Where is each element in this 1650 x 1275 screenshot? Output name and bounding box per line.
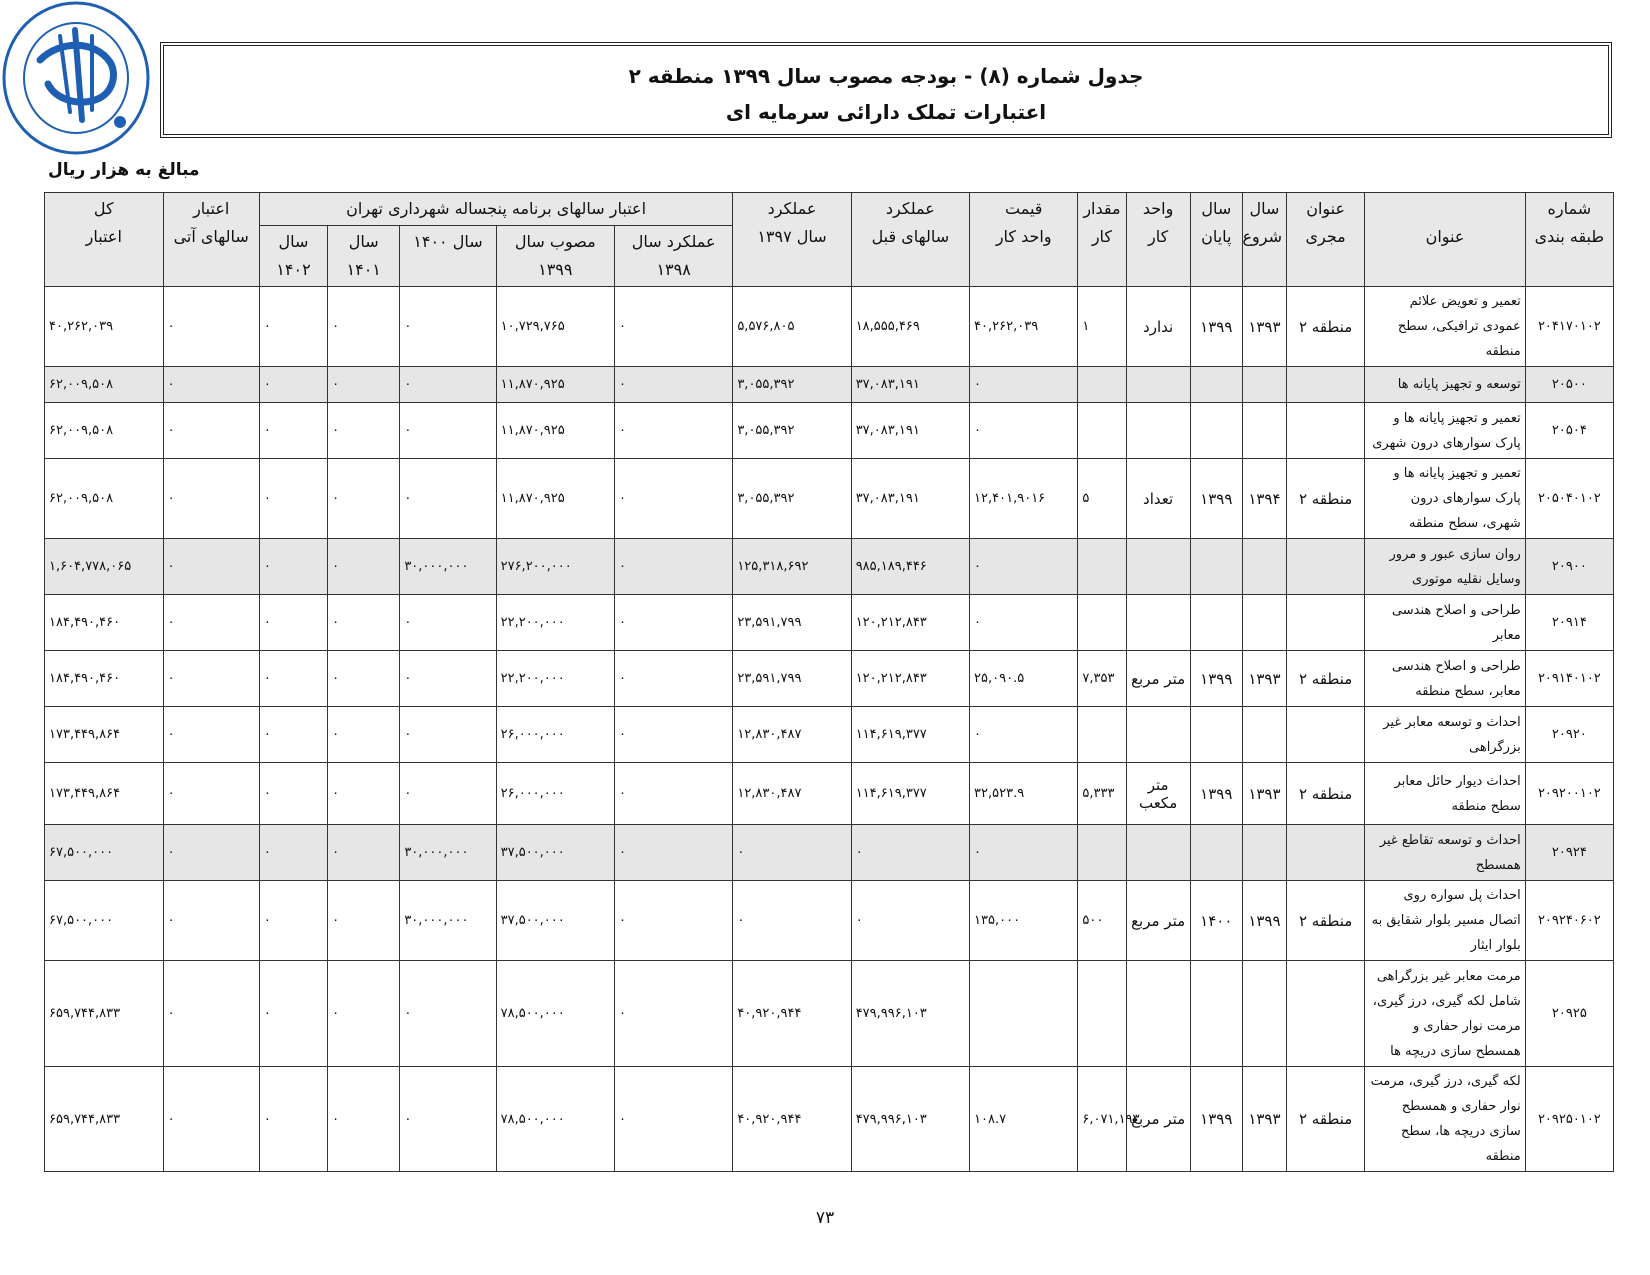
cell-approved-1399: ۷۸,۵۰۰,۰۰۰ [496, 1067, 614, 1172]
col-end-year: سال پایان [1190, 193, 1242, 287]
cell-quantity: ۷,۳۵۳ [1078, 651, 1126, 707]
cell-code: ۲۰۹۲۴ [1525, 825, 1613, 881]
cell-performance-1397: ۳,۰۵۵,۳۹۲ [733, 459, 851, 539]
cell-total: ۱۸۴,۴۹۰,۴۶۰ [45, 595, 164, 651]
cell-unit-price: ۰ [970, 707, 1078, 763]
cell-year-1400: ۰ [400, 651, 496, 707]
cell-quantity: ۵ [1078, 459, 1126, 539]
cell-quantity [1078, 707, 1126, 763]
cell-total: ۶۵۹,۷۴۴,۸۳۳ [45, 1067, 164, 1172]
cell-future: ۰ [163, 595, 259, 651]
cell-performance-1397: ۰ [733, 881, 851, 961]
cell-title: تعمیر و تعویض علائم عمودی ترافیکی، سطح منطقه [1365, 287, 1526, 367]
cell-quantity: ۵۰۰ [1078, 881, 1126, 961]
cell-title: تعمیر و تجهیز پایانه ها و پارک سوارهای درون شهری [1365, 403, 1526, 459]
cell-total: ۴۰,۲۶۲,۰۳۹ [45, 287, 164, 367]
cell-prev-performance: ۱۸,۵۵۵,۴۶۹ [851, 287, 969, 367]
cell-future: ۰ [163, 763, 259, 825]
cell-code: ۲۰۹۲۰ [1525, 707, 1613, 763]
cell-approved-1399: ۱۱,۸۷۰,۹۲۵ [496, 403, 614, 459]
cell-end-year: ۱۳۹۹ [1190, 1067, 1242, 1172]
cell-code: ۲۰۹۱۴ [1525, 595, 1613, 651]
page-subtitle: اعتبارات تملک دارائی سرمایه ای [725, 100, 1047, 124]
cell-year-1400: ۳۰,۰۰۰,۰۰۰ [400, 825, 496, 881]
cell-prev-performance: ۳۷,۰۸۳,۱۹۱ [851, 403, 969, 459]
cell-performance-1397: ۱۲۵,۳۱۸,۶۹۲ [733, 539, 851, 595]
cell-end-year [1190, 961, 1242, 1067]
cell-prev-performance: ۱۲۰,۲۱۲,۸۴۳ [851, 651, 969, 707]
cell-total: ۱,۶۰۴,۷۷۸,۰۶۵ [45, 539, 164, 595]
cell-end-year [1190, 367, 1242, 403]
cell-agency: منطقه ۲ [1287, 651, 1365, 707]
cell-approved-1399: ۱۰,۷۲۹,۷۶۵ [496, 287, 614, 367]
table-row [45, 287, 1614, 367]
cell-quantity [1078, 595, 1126, 651]
cell-year-1402: ۰ [259, 539, 327, 595]
cell-year-1400: ۳۰,۰۰۰,۰۰۰ [400, 539, 496, 595]
col-start-year: سال شروع [1242, 193, 1286, 287]
cell-year-1400: ۰ [400, 763, 496, 825]
cell-approved-1399: ۲۷۶,۲۰۰,۰۰۰ [496, 539, 614, 595]
cell-agency: منطقه ۲ [1287, 881, 1365, 961]
cell-title: توسعه و تجهیز پایانه ها [1365, 367, 1526, 403]
cell-unit [1126, 707, 1190, 763]
cell-start-year [1242, 403, 1286, 459]
cell-year-1400: ۳۰,۰۰۰,۰۰۰ [400, 881, 496, 961]
col-approved-1399: مصوب سال ۱۳۹۹ [496, 226, 614, 287]
cell-future: ۰ [163, 367, 259, 403]
cell-unit-price: ۰ [970, 539, 1078, 595]
cell-agency [1287, 403, 1365, 459]
cell-approved-1399: ۱۱,۸۷۰,۹۲۵ [496, 459, 614, 539]
cell-future: ۰ [163, 961, 259, 1067]
cell-quantity: ۵,۳۳۳ [1078, 763, 1126, 825]
cell-title: لکه گیری، درز گیری، مرمت نوار حفاری و همسطح سازی دریچه ها، سطح منطقه [1365, 1067, 1526, 1172]
cell-approved-1399: ۲۶,۰۰۰,۰۰۰ [496, 707, 614, 763]
cell-year-1401: ۰ [328, 1067, 400, 1172]
cell-performance-1398: ۰ [614, 825, 732, 881]
cell-year-1402: ۰ [259, 287, 327, 367]
cell-agency: منطقه ۲ [1287, 287, 1365, 367]
table-row [45, 825, 1614, 881]
cell-title: طراحی و اصلاح هندسی معابر، سطح منطقه [1365, 651, 1526, 707]
cell-total: ۶۲,۰۰۹,۵۰۸ [45, 459, 164, 539]
cell-year-1400: ۰ [400, 595, 496, 651]
cell-start-year: ۱۳۹۹ [1242, 881, 1286, 961]
cell-prev-performance: ۱۱۴,۶۱۹,۳۷۷ [851, 707, 969, 763]
cell-approved-1399: ۲۲,۲۰۰,۰۰۰ [496, 595, 614, 651]
cell-year-1401: ۰ [328, 881, 400, 961]
cell-year-1401: ۰ [328, 367, 400, 403]
cell-unit-price: ۰ [970, 825, 1078, 881]
cell-start-year: ۱۳۹۴ [1242, 459, 1286, 539]
cell-agency [1287, 707, 1365, 763]
cell-prev-performance: ۳۷,۰۸۳,۱۹۱ [851, 459, 969, 539]
cell-unit: متر مکعب [1126, 763, 1190, 825]
cell-prev-performance: ۹۸۵,۱۸۹,۴۴۶ [851, 539, 969, 595]
cell-end-year [1190, 825, 1242, 881]
cell-performance-1398: ۰ [614, 651, 732, 707]
cell-year-1402: ۰ [259, 595, 327, 651]
cell-unit: تعداد [1126, 459, 1190, 539]
header-frame [160, 42, 1612, 138]
cell-quantity [1078, 367, 1126, 403]
cell-performance-1398: ۰ [614, 961, 732, 1067]
cell-performance-1398: ۰ [614, 595, 732, 651]
cell-unit [1126, 403, 1190, 459]
page-number: ۷۳ [815, 1208, 835, 1228]
cell-year-1401: ۰ [328, 459, 400, 539]
cell-performance-1398: ۰ [614, 367, 732, 403]
cell-total: ۶۷,۵۰۰,۰۰۰ [45, 881, 164, 961]
cell-quantity [1078, 825, 1126, 881]
cell-total: ۱۸۴,۴۹۰,۴۶۰ [45, 651, 164, 707]
cell-end-year [1190, 707, 1242, 763]
table-row [45, 961, 1614, 1067]
cell-prev-performance: ۴۷۹,۹۹۶,۱۰۳ [851, 1067, 969, 1172]
cell-agency [1287, 539, 1365, 595]
cell-future: ۰ [163, 825, 259, 881]
cell-total: ۱۷۳,۴۴۹,۸۶۴ [45, 707, 164, 763]
cell-start-year: ۱۳۹۳ [1242, 287, 1286, 367]
cell-total: ۶۲,۰۰۹,۵۰۸ [45, 367, 164, 403]
cell-unit: متر مربع [1126, 1067, 1190, 1172]
cell-start-year: ۱۳۹۳ [1242, 1067, 1286, 1172]
col-code: شماره طبقه بندی [1525, 193, 1613, 287]
header-row [45, 193, 1614, 226]
cell-approved-1399: ۷۸,۵۰۰,۰۰۰ [496, 961, 614, 1067]
cell-unit [1126, 595, 1190, 651]
cell-end-year [1190, 539, 1242, 595]
cell-unit-price [970, 961, 1078, 1067]
cell-agency: منطقه ۲ [1287, 459, 1365, 539]
cell-year-1400: ۰ [400, 1067, 496, 1172]
cell-approved-1399: ۳۷,۵۰۰,۰۰۰ [496, 881, 614, 961]
cell-title: مرمت معابر غیر بزرگراهی شامل لکه گیری، درز گیری، مرمت نوار حفاری و همسطح سازی دریچه ها [1365, 961, 1526, 1067]
cell-performance-1398: ۰ [614, 459, 732, 539]
table-row [45, 539, 1614, 595]
cell-unit-price: ۲۵,۰۹۰.۵ [970, 651, 1078, 707]
cell-year-1401: ۰ [328, 287, 400, 367]
cell-title: روان سازی عبور و مرور وسایل نقلیه موتوری [1365, 539, 1526, 595]
cell-performance-1397: ۱۲,۸۳۰,۴۸۷ [733, 707, 851, 763]
col-year-1402: سال ۱۴۰۲ [259, 226, 327, 287]
cell-year-1401: ۰ [328, 403, 400, 459]
cell-performance-1397: ۵,۵۷۶,۸۰۵ [733, 287, 851, 367]
cell-agency: منطقه ۲ [1287, 1067, 1365, 1172]
table-row [45, 763, 1614, 825]
cell-unit [1126, 825, 1190, 881]
cell-quantity: ۱ [1078, 287, 1126, 367]
cell-unit-price: ۱۰۸.۷ [970, 1067, 1078, 1172]
table-row [45, 707, 1614, 763]
cell-total: ۱۷۳,۴۴۹,۸۶۴ [45, 763, 164, 825]
cell-performance-1398: ۰ [614, 1067, 732, 1172]
cell-future: ۰ [163, 539, 259, 595]
cell-year-1402: ۰ [259, 459, 327, 539]
cell-total: ۶۵۹,۷۴۴,۸۳۳ [45, 961, 164, 1067]
cell-title: احداث و توسعه تقاطع غیر همسطح [1365, 825, 1526, 881]
cell-year-1400: ۰ [400, 367, 496, 403]
table-row [45, 367, 1614, 403]
cell-start-year [1242, 707, 1286, 763]
cell-year-1402: ۰ [259, 707, 327, 763]
cell-code: ۲۰۹۱۴۰۱۰۲ [1525, 651, 1613, 707]
cell-end-year: ۱۳۹۹ [1190, 459, 1242, 539]
cell-performance-1398: ۰ [614, 287, 732, 367]
cell-code: ۲۰۵۰۰ [1525, 367, 1613, 403]
col-five-year-group: اعتبار سالهای برنامه پنجساله شهرداری تهران [259, 193, 732, 226]
cell-agency [1287, 825, 1365, 881]
cell-year-1400: ۰ [400, 707, 496, 763]
cell-performance-1397: ۲۳,۵۹۱,۷۹۹ [733, 595, 851, 651]
table-row [45, 595, 1614, 651]
cell-end-year [1190, 595, 1242, 651]
cell-prev-performance: ۰ [851, 881, 969, 961]
cell-agency [1287, 595, 1365, 651]
cell-future: ۰ [163, 459, 259, 539]
cell-performance-1398: ۰ [614, 881, 732, 961]
col-title: عنوان [1365, 193, 1526, 287]
cell-year-1402: ۰ [259, 651, 327, 707]
cell-code: ۲۰۹۲۰۰۱۰۲ [1525, 763, 1613, 825]
cell-unit-price: ۰ [970, 403, 1078, 459]
table-row [45, 651, 1614, 707]
cell-year-1402: ۰ [259, 881, 327, 961]
cell-year-1400: ۰ [400, 459, 496, 539]
cell-year-1401: ۰ [328, 595, 400, 651]
col-quantity: مقدار کار [1078, 193, 1126, 287]
cell-end-year: ۱۳۹۹ [1190, 763, 1242, 825]
cell-approved-1399: ۲۲,۲۰۰,۰۰۰ [496, 651, 614, 707]
cell-start-year [1242, 825, 1286, 881]
cell-approved-1399: ۲۶,۰۰۰,۰۰۰ [496, 763, 614, 825]
cell-performance-1397: ۲۳,۵۹۱,۷۹۹ [733, 651, 851, 707]
cell-year-1401: ۰ [328, 825, 400, 881]
cell-unit: متر مربع [1126, 881, 1190, 961]
cell-prev-performance: ۳۷,۰۸۳,۱۹۱ [851, 367, 969, 403]
cell-unit-price: ۴۰,۲۶۲,۰۳۹ [970, 287, 1078, 367]
cell-year-1401: ۰ [328, 763, 400, 825]
col-unit-price: قیمت واحد کار [970, 193, 1078, 287]
cell-year-1402: ۰ [259, 367, 327, 403]
cell-year-1402: ۰ [259, 1067, 327, 1172]
cell-unit [1126, 961, 1190, 1067]
cell-code: ۲۰۹۲۵ [1525, 961, 1613, 1067]
cell-performance-1398: ۰ [614, 403, 732, 459]
cell-start-year [1242, 595, 1286, 651]
table-row [45, 1067, 1614, 1172]
cell-approved-1399: ۳۷,۵۰۰,۰۰۰ [496, 825, 614, 881]
table-row [45, 403, 1614, 459]
cell-performance-1397: ۳,۰۵۵,۳۹۲ [733, 367, 851, 403]
cell-quantity: ۶,۰۷۱,۱۹۳ [1078, 1067, 1126, 1172]
cell-future: ۰ [163, 881, 259, 961]
cell-year-1401: ۰ [328, 961, 400, 1067]
budget-table [44, 192, 1614, 1172]
cell-code: ۲۰۵۰۴۰۱۰۲ [1525, 459, 1613, 539]
cell-agency [1287, 367, 1365, 403]
cell-performance-1397: ۴۰,۹۲۰,۹۴۴ [733, 961, 851, 1067]
cell-start-year: ۱۳۹۳ [1242, 763, 1286, 825]
cell-start-year: ۱۳۹۳ [1242, 651, 1286, 707]
col-unit: واحد کار [1126, 193, 1190, 287]
cell-unit-price: ۰ [970, 367, 1078, 403]
cell-future: ۰ [163, 403, 259, 459]
cell-code: ۲۰۹۲۴۰۶۰۲ [1525, 881, 1613, 961]
cell-year-1402: ۰ [259, 961, 327, 1067]
cell-unit: ندارد [1126, 287, 1190, 367]
cell-year-1400: ۰ [400, 961, 496, 1067]
cell-year-1402: ۰ [259, 403, 327, 459]
col-performance-1398: عملکرد سال ۱۳۹۸ [614, 226, 732, 287]
cell-year-1400: ۰ [400, 403, 496, 459]
cell-agency: منطقه ۲ [1287, 763, 1365, 825]
cell-code: ۲۰۹۲۵۰۱۰۲ [1525, 1067, 1613, 1172]
cell-performance-1397: ۴۰,۹۲۰,۹۴۴ [733, 1067, 851, 1172]
cell-title: احداث پل سواره روی اتصال مسیر بلوار شقایق به بلوار ایثار [1365, 881, 1526, 961]
page-title: جدول شماره (۸) - بودجه مصوب سال ۱۳۹۹ منطقه ۲ [628, 64, 1144, 88]
cell-prev-performance: ۴۷۹,۹۹۶,۱۰۳ [851, 961, 969, 1067]
cell-title: احداث و توسعه معابر غیر بزرگراهی [1365, 707, 1526, 763]
cell-unit [1126, 367, 1190, 403]
cell-unit [1126, 539, 1190, 595]
cell-end-year: ۱۴۰۰ [1190, 881, 1242, 961]
cell-total: ۶۷,۵۰۰,۰۰۰ [45, 825, 164, 881]
cell-performance-1397: ۱۲,۸۳۰,۴۸۷ [733, 763, 851, 825]
cell-prev-performance: ۱۱۴,۶۱۹,۳۷۷ [851, 763, 969, 825]
col-prev-performance: عملکرد سالهای قبل [851, 193, 969, 287]
cell-prev-performance: ۱۲۰,۲۱۲,۸۴۳ [851, 595, 969, 651]
table-row [45, 459, 1614, 539]
cell-future: ۰ [163, 287, 259, 367]
cell-code: ۲۰۴۱۷۰۱۰۲ [1525, 287, 1613, 367]
table-row [45, 881, 1614, 961]
cell-end-year: ۱۳۹۹ [1190, 287, 1242, 367]
cell-year-1402: ۰ [259, 825, 327, 881]
cell-code: ۲۰۹۰۰ [1525, 539, 1613, 595]
cell-title: طراحی و اصلاح هندسی معابر [1365, 595, 1526, 651]
cell-future: ۰ [163, 651, 259, 707]
cell-title: تعمیر و تجهیز پایانه ها و پارک سوارهای درون شهری، سطح منطقه [1365, 459, 1526, 539]
cell-future: ۰ [163, 1067, 259, 1172]
col-performance-1397: عملکرد سال ۱۳۹۷ [733, 193, 851, 287]
units-note: مبالغ به هزار ریال [48, 160, 200, 180]
cell-year-1401: ۰ [328, 707, 400, 763]
col-year-1401: سال ۱۴۰۱ [328, 226, 400, 287]
cell-start-year [1242, 539, 1286, 595]
cell-year-1402: ۰ [259, 763, 327, 825]
cell-performance-1397: ۰ [733, 825, 851, 881]
cell-approved-1399: ۱۱,۸۷۰,۹۲۵ [496, 367, 614, 403]
cell-prev-performance: ۰ [851, 825, 969, 881]
cell-title: احداث دیوار حائل معابر سطح منطقه [1365, 763, 1526, 825]
cell-unit-price: ۳۲,۵۲۳.۹ [970, 763, 1078, 825]
cell-unit: متر مربع [1126, 651, 1190, 707]
cell-start-year [1242, 961, 1286, 1067]
cell-performance-1398: ۰ [614, 539, 732, 595]
cell-end-year [1190, 403, 1242, 459]
cell-quantity [1078, 403, 1126, 459]
cell-quantity [1078, 961, 1126, 1067]
cell-total: ۶۲,۰۰۹,۵۰۸ [45, 403, 164, 459]
cell-unit-price: ۰ [970, 595, 1078, 651]
cell-unit-price: ۱۳۵,۰۰۰ [970, 881, 1078, 961]
cell-performance-1398: ۰ [614, 707, 732, 763]
cell-agency [1287, 961, 1365, 1067]
cell-year-1400: ۰ [400, 287, 496, 367]
col-future: اعتبار سالهای آتی [163, 193, 259, 287]
cell-year-1401: ۰ [328, 651, 400, 707]
cell-year-1401: ۰ [328, 539, 400, 595]
col-total: کل اعتبار [45, 193, 164, 287]
cell-end-year: ۱۳۹۹ [1190, 651, 1242, 707]
cell-quantity [1078, 539, 1126, 595]
cell-performance-1397: ۳,۰۵۵,۳۹۲ [733, 403, 851, 459]
cell-code: ۲۰۵۰۴ [1525, 403, 1613, 459]
col-agency: عنوان مجری [1287, 193, 1365, 287]
seal-icon [0, 0, 152, 158]
cell-start-year [1242, 367, 1286, 403]
cell-performance-1398: ۰ [614, 763, 732, 825]
col-year-1400: سال ۱۴۰۰ [400, 226, 496, 287]
cell-future: ۰ [163, 707, 259, 763]
cell-unit-price: ۱۲,۴۰۱,۹۰۱۶ [970, 459, 1078, 539]
